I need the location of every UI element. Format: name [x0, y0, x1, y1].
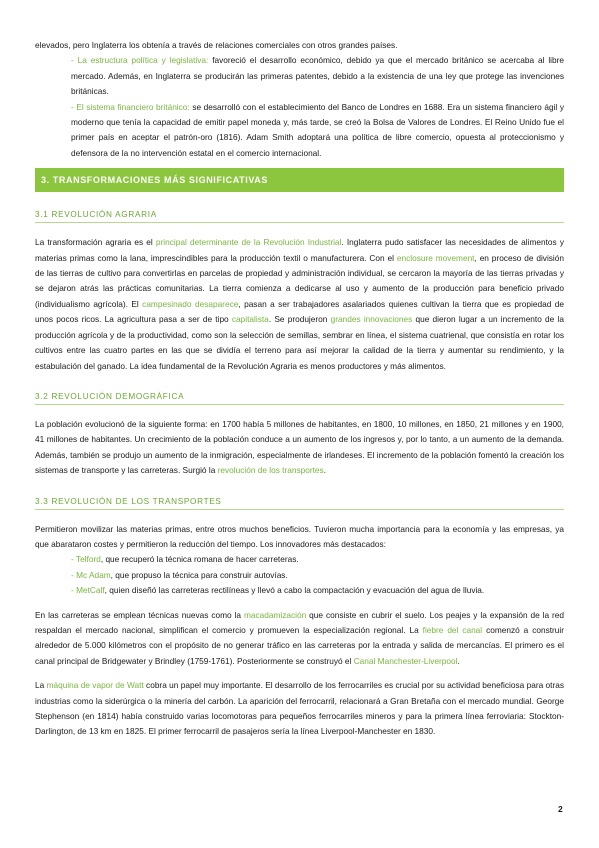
list-item-telford: - Telford, que recuperó la técnica romana de hacer carreteras. [71, 554, 299, 565]
highlight-term: Canal Manchester-Liverpool [353, 655, 458, 666]
bullet-financiero: - El sistema financiero británico: se desarrolló con el establecimiento del Banco de Londres en 1688. Era un sistema financiero ágil y moderno que tenía la capacidad de emitir papel moneda y, más tarde, se creó la Bolsa de Valores de Londres. El Reino Unido fue el primer país en aceptar el patrón-oro (1816). Adam Smith adoptará una política de libre comercio, opuesta al proteccionismo y defensora de la no intervención estatal en el comercio internacional. [71, 101, 564, 158]
highlight-term: revolución de los transportes [217, 465, 324, 476]
subsection-heading-3-1: 3.1 REVOLUCIÓN AGRARIA [35, 210, 564, 223]
highlight-term: macadamización [243, 609, 307, 620]
page-number: 2 [558, 804, 563, 814]
highlight-term: - Mc Adam [71, 569, 111, 580]
list-item-mcadam: - Mc Adam, que propuso la técnica para construir autovías. [71, 569, 288, 580]
section-heading-3: 3. TRANSFORMACIONES MÁS SIGNIFICATIVAS [35, 168, 564, 192]
paragraph-intro: elevados, pero Inglaterra los obtenía a través de relaciones comerciales con otros grandes países. [35, 40, 398, 50]
highlight-term: enclosure movement [396, 252, 475, 263]
highlight-term: - La estructura política y legislativa: [71, 55, 209, 66]
paragraph-carreteras-canales: En las carreteras se emplean técnicas nuevas como la macadamización que consiste en cubrir el suelo. Los peajes y la expansión de la red respaldan el mercado nacional, simplifican el comercio y promueven la especialización regional. La fiebre del canal comenzó a construir alrededor de 5.000 kilómetros con el propósito de no generar tráfico en las carreteras por la entrada y salida de mercancías. El primero es el canal principal de Bridgewater y Brindley (1759-1761). Posteriormente se construyó el Canal Manchester-Liverpool. [35, 609, 565, 666]
paragraph-revolucion-demografica: La población evolucionó de la siguiente forma: en 1700 había 5 millones de habitantes, en 1800, 10 millones, en 1850, 21 millones y en 1900, 41 millones de habitantes. Un crecimiento de la población conduce a un aumento de los ingresos y, por lo tanto, a un aumento de la demanda. Además, también se produjo un aumento de la inmigración, especialmente de irlandeses. El incremento de la población fomentó la creación los sistemas de transporte y las carreteras. Surgió la revolución de los transportes. [35, 418, 564, 476]
subsection-heading-3-2: 3.2 REVOLUCIÓN DEMOGRÁFICA [35, 392, 564, 405]
highlight-term: campesinado desaparece [142, 298, 239, 309]
subsection-heading-3-3: 3.3 REVOLUCIÓN DE LOS TRANSPORTES [35, 497, 564, 510]
highlight-term: - Telford [71, 554, 101, 565]
list-item-metcalf: - MetCalf, quien diseñó las carreteras rectilíneas y llevó a cabo la compactación y evacuación del agua de lluvia. [71, 585, 485, 596]
highlight-term: capitalista [231, 314, 269, 325]
highlight-term: fiebre del canal [422, 624, 483, 635]
paragraph-revolucion-agraria: La transformación agraria es el principal determinante de la Revolución Industrial. Inglaterra pudo satisfacer las necesidades de alimentos y materias primas como la lana, imprescindibles para la producción textil o manufacturera. Con el enclosure movement, en proceso de división de las tierras de cultivo para convertirlas en parcelas de propiedad y administración individual, se cercaron la mayoría de las tierras privadas y se dejaron atrás las prácticas comunitarias. La tierra comienza a dedicarse al uso y aumento de la producción para beneficio privado (individualismo agrícola). El campesinado desaparece, pasan a ser trabajadores asalariados quienes cultivan la tierra que es propiedad de unos pocos ricos. La agricultura pasa a ser de tipo capitalista. Se produjeron grandes innovaciones que dieron lugar a un incremento de la producción agrícola y de la productividad, como son la selección de semillas, sembrar en línea, el sistema cuatrienal, que consistía en rotar los cultivos entre las cuatro partes en las que se dividía el terreno para así mejorar la calidad de la tierra y aumentar su rendimiento, y la estabulación del ganado. La idea fundamental de la Revolución Agraria es menos productores y más alimentos. [35, 237, 565, 371]
highlight-term: principal determinante de la Revolución Industrial [155, 237, 342, 248]
document-page [35, 38, 564, 740]
highlight-term: máquina de vapor de Watt [46, 680, 144, 691]
highlight-term: grandes innovaciones [330, 314, 413, 325]
paragraph-transportes-intro: Permitieron movilizar las materias primas, entre otros muchos beneficios. Tuvieron mucha importancia para la economía y las empresas, ya que abarataron costes y permitieron la reducción del tiempo. Los innovadores más destacados: [35, 523, 564, 549]
highlight-term: - El sistema financiero británico: [71, 101, 190, 112]
paragraph-vapor-ferrocarril: La máquina de vapor de Watt cobra un papel muy importante. El desarrollo de los ferrocarriles es crucial por su actividad beneficiosa para otras industrias como la siderúrgica o la minería del carbón. La aparición del ferrocarril, relacionará a Gran Bretaña con el mercado mundial. George Stephenson (en 1814) había construido varias locomotoras para pequeños ferrocarriles mineros y para la primera línea ferroviaria: Stockton-Darlington, de 13 km en 1825. El primer ferrocarril de pasajeros sería la línea Liverpool-Manchester en 1830. [35, 680, 564, 737]
bullet-legislativa: - La estructura política y legislativa: favoreció el desarrollo económico, debido ya que el mercado británico se acercaba al libre mercado. Además, en Inglaterra se producirán las primeras patentes, debido a la existencia de una ley que protege las invenciones británicas. [71, 55, 565, 97]
highlight-term: - MetCalf [71, 585, 105, 596]
